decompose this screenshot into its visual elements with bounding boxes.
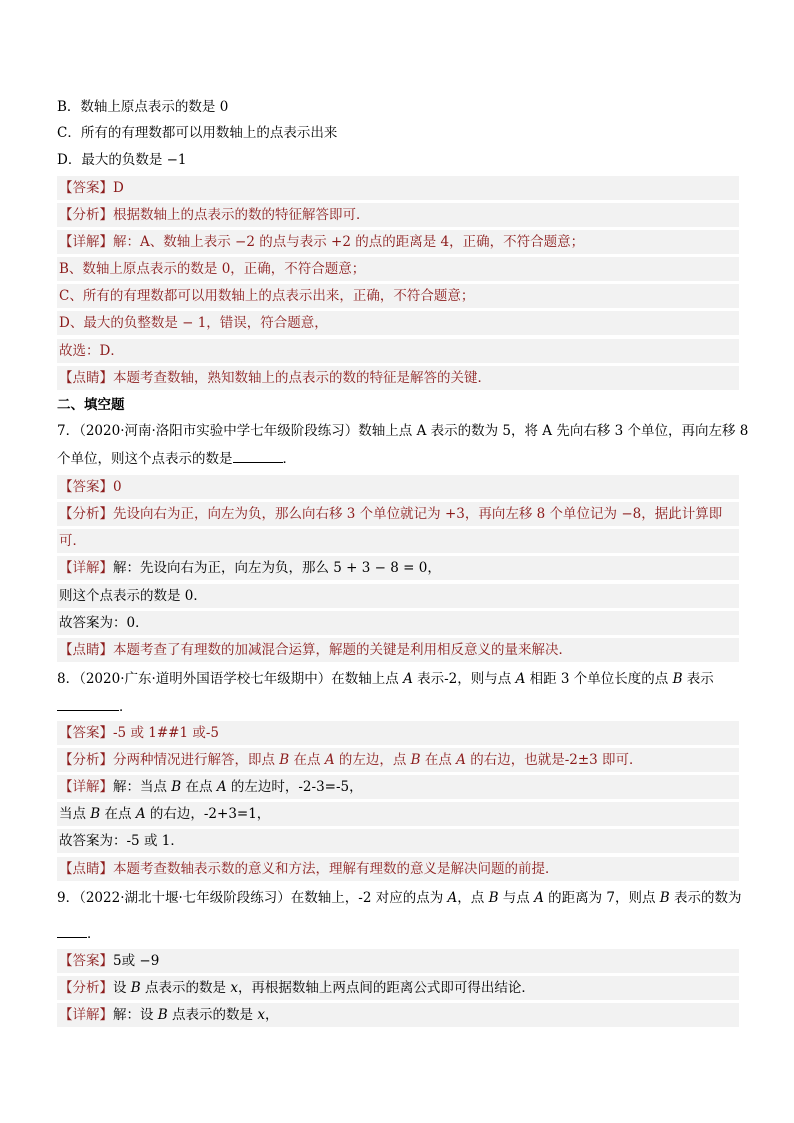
q9-answer: 5或 −9 (113, 953, 160, 969)
var-b: B (157, 1007, 168, 1023)
var-b: B (410, 752, 421, 768)
q8-analysis-text: 在点 (289, 752, 325, 768)
var-a: A (534, 890, 544, 906)
q6-detail-b: B、数轴上原点表示的数是 0，正确，不符合题意； (57, 257, 739, 281)
q6-option-c: C．所有的有理数都可以用数轴上的点表示出来 (57, 125, 338, 141)
q8-analysis-text: 的左边，点 (334, 752, 411, 768)
q7-final: 故答案为：0． (57, 611, 739, 635)
q9-stem-text: ，点 (457, 890, 489, 906)
q8-answer: -5 或 1##1 或-5 (113, 725, 219, 741)
q6-analysis: 根据数轴上的点表示的数的特征解答即可． (113, 207, 370, 223)
q7-detail-1: 解：先设向右为正，向左为负，那么 5 + 3 − 8 = 0， (113, 560, 441, 576)
q7-answer-blank (233, 448, 283, 463)
q6-detail-d: D、最大的负整数是 − 1，错误，符合题意， (57, 311, 739, 335)
q9-stem-text: 与点 (498, 890, 535, 906)
var-a: A (456, 752, 466, 768)
q6-option-b: B．数轴上原点表示的数是 0 (57, 99, 229, 115)
q9-analysis-text: ，再根据数轴上两点间的距离公式即可得出结论． (237, 980, 535, 996)
q7-answer-row (57, 475, 739, 499)
comment-tag: 【点睛】 (59, 370, 113, 386)
detail-tag: 【详解】 (59, 560, 113, 576)
q8-stem-1 (57, 667, 714, 691)
q6-option-d: D．最大的负数是 −1 (57, 152, 187, 168)
analysis-tag: 【分析】 (59, 506, 113, 522)
var-a: A (135, 806, 146, 822)
q8-stem-end: ． (119, 699, 133, 715)
q8-detail-text: 当点 (59, 806, 91, 822)
answer-tag: 【答案】 (59, 725, 113, 741)
q6-detail-row (57, 230, 739, 254)
var-b: B (130, 980, 141, 996)
q7-stem-end: ． (282, 451, 296, 467)
q7-comment: 本题考查了有理数的加减混合运算，解题的关键是利用相反意义的量来解决． (113, 642, 572, 658)
detail-tag: 【详解】 (59, 779, 113, 795)
var-a: A (403, 671, 413, 687)
q8-detail-text: 的右边，-2+3=1， (145, 806, 271, 822)
q9-detail-text: ， (264, 1007, 279, 1023)
q8-stem-text: 表示-2，则与点 (412, 671, 516, 687)
q8-analysis-text: 在点 (420, 752, 457, 768)
var-b: B (672, 671, 683, 687)
q8-analysis-text: 的右边，也就是-2±3 即可． (465, 752, 643, 768)
q7-analysis-2: 可． (57, 529, 739, 553)
var-b: B (488, 890, 499, 906)
comment-tag: 【点睛】 (59, 861, 113, 877)
q9-stem-text: 9．（2022·湖北十堰·七年级阶段练习）在数轴上，-2 对应的点为 (57, 890, 448, 906)
q8-stem-text: 相距 3 个单位长度的点 (525, 671, 673, 687)
q8-detail-text: 在点 (181, 779, 217, 795)
q8-stem-text: 8．（2020·广东·道明外国语学校七年级期中）在数轴上点 (57, 671, 404, 687)
q9-detail-row (57, 1003, 739, 1027)
q9-stem-text: 表示的数为 (669, 890, 742, 906)
q9-stem-end: ． (87, 926, 101, 942)
var-a: A (515, 671, 526, 687)
q6-answer-row (57, 176, 739, 200)
var-x: x (257, 1007, 265, 1023)
q8-detail-2 (57, 802, 739, 826)
q6-comment: 本题考查数轴，熟知数轴上的点表示的数的特征是解答的关键． (113, 370, 491, 386)
q8-final: 故答案为：-5 或 1． (57, 829, 739, 853)
q7-detail-row (57, 556, 739, 580)
q6-detail-c: C、所有的有理数都可以用数轴上的点表示出来，正确，不符合题意； (57, 284, 739, 308)
q8-comment: 本题考查数轴表示数的意义和方法，理解有理数的意义是解决问题的前提． (113, 861, 559, 877)
q8-stem-text: 表示 (682, 671, 714, 687)
q7-stem-2 (57, 446, 296, 470)
detail-tag: 【详解】 (59, 1007, 113, 1023)
q9-stem-1 (57, 886, 742, 910)
q6-answer: D (113, 180, 124, 196)
analysis-tag: 【分析】 (59, 752, 113, 768)
q8-answer-blank (57, 696, 119, 711)
q8-detail-row (57, 775, 739, 799)
answer-tag: 【答案】 (59, 953, 113, 969)
q6-detail-a: 解：A、数轴上表示 −2 的点与表示 +2 的点的距离是 4，正确，不符合题意； (113, 234, 585, 250)
analysis-tag: 【分析】 (59, 207, 113, 223)
q9-stem-2 (57, 921, 101, 945)
q8-stem-2 (57, 694, 133, 718)
var-a: A (447, 890, 458, 906)
answer-tag: 【答案】 (59, 479, 113, 495)
q9-detail-text: 点表示的数是 (167, 1007, 258, 1023)
q8-detail-text: 的左边时，-2-3=-5， (226, 779, 363, 795)
q8-analysis-text: 分两种情况进行解答，即点 (113, 752, 280, 768)
q6-comment-row (57, 366, 739, 390)
q8-answer-row (57, 721, 739, 745)
q8-detail-text: 在点 (100, 806, 136, 822)
q6-analysis-row (57, 203, 739, 227)
q7-analysis-row (57, 502, 739, 526)
q9-analysis-text: 点表示的数是 (140, 980, 231, 996)
section-title: 二、填空题 (57, 397, 125, 413)
q7-answer: 0 (113, 479, 122, 495)
q7-detail-2: 则这个点表示的数是 0． (57, 584, 739, 608)
var-b: B (90, 806, 101, 822)
var-b: B (171, 779, 182, 795)
q9-analysis-text: 设 (113, 980, 131, 996)
q7-stem-1: 7．（2020·河南·洛阳市实验中学七年级阶段练习）数轴上点 A 表示的数为 5，将 A 先向右移 3 个单位，再向左移 8 (57, 423, 749, 439)
var-b: B (659, 890, 670, 906)
answer-tag: 【答案】 (59, 180, 113, 196)
q9-detail-text: 解：设 (113, 1007, 158, 1023)
comment-tag: 【点睛】 (59, 642, 113, 658)
q9-stem-text: 的距离为 7，则点 (543, 890, 660, 906)
q8-comment-row (57, 857, 739, 881)
var-a: A (216, 779, 227, 795)
detail-tag: 【详解】 (59, 234, 113, 250)
analysis-tag: 【分析】 (59, 980, 113, 996)
var-a: A (324, 752, 335, 768)
q7-stem-text: 个单位，则这个点表示的数是 (57, 451, 233, 467)
q9-answer-row (57, 949, 739, 973)
var-b: B (279, 752, 290, 768)
var-x: x (230, 980, 238, 996)
q8-analysis-row (57, 748, 739, 772)
q6-choose: 故选：D． (57, 339, 739, 363)
q7-analysis-1: 先设向右为正，向左为负，那么向右移 3 个单位就记为 +3，再向左移 8 个单位记为 −8，据此计算即 (113, 506, 723, 522)
q9-answer-blank (57, 923, 87, 938)
q9-analysis-row (57, 976, 739, 1000)
q8-detail-text: 解：当点 (113, 779, 172, 795)
q7-comment-row (57, 638, 739, 662)
